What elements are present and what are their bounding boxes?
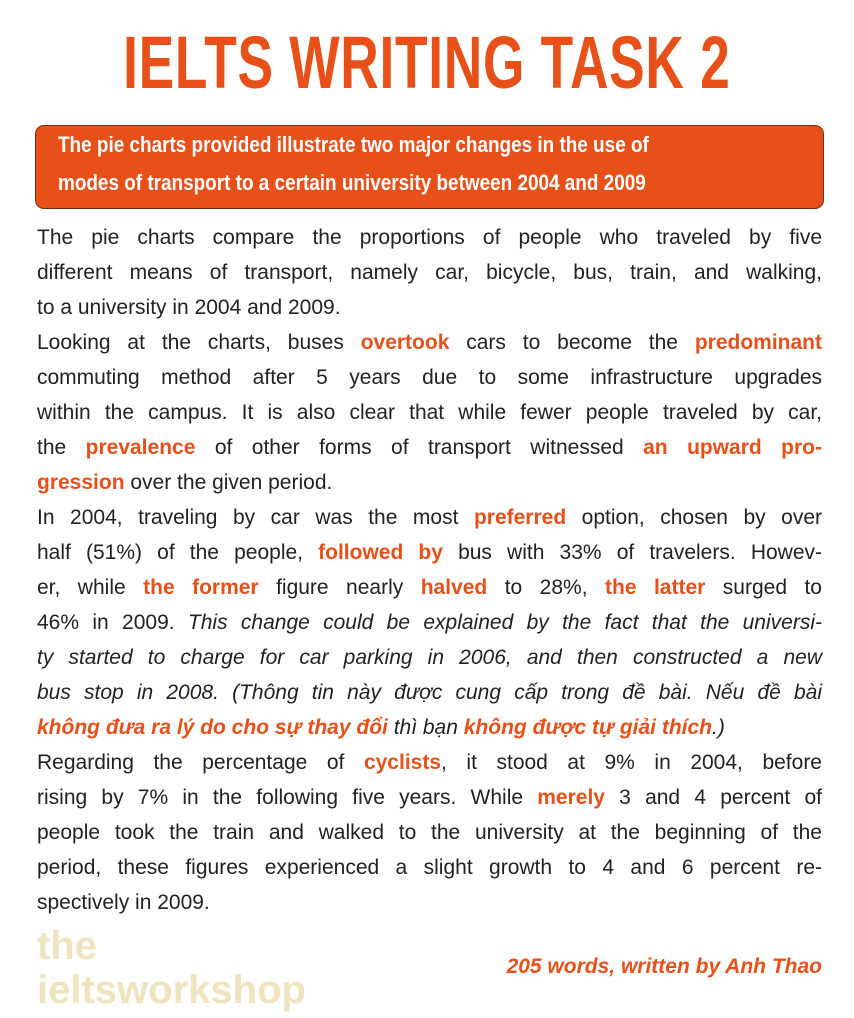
highlighted-phrase: preferred	[473, 506, 567, 529]
highlighted-phrase: gression	[37, 471, 125, 494]
highlighted-phrase: cyclists	[363, 751, 442, 774]
text-segment: half (51%) of the people,	[37, 541, 319, 564]
page-title	[0, 18, 854, 108]
text-segment: over the given period.	[124, 471, 333, 494]
word-count-author: 205 words, written by Anh Thao	[506, 955, 822, 978]
essay-line	[37, 360, 822, 395]
task-prompt-box	[35, 125, 824, 209]
text-segment: The pie charts compare the proportions of people who traveled by five	[37, 226, 822, 249]
essay-line	[37, 885, 822, 920]
text-segment: period, these figures experienced a slight growth to 4 and 6 percent re-	[37, 856, 822, 879]
highlighted-phrase: an upward pro-	[643, 436, 822, 459]
highlighted-phrase: the latter	[605, 576, 706, 599]
highlighted-phrase: the former	[143, 576, 259, 599]
essay-line	[37, 570, 822, 605]
text-segment: of other forms of transport witnessed	[195, 436, 644, 459]
essay-line	[37, 465, 822, 500]
text-segment: spectively in 2009.	[37, 891, 210, 914]
highlighted-phrase: predominant	[694, 331, 822, 354]
highlighted-phrase: followed by	[318, 541, 443, 564]
text-segment: 46% in 2009.	[37, 611, 188, 634]
prompt-line-2: modes of transport to a certain university between 2004 and 2009	[58, 170, 646, 195]
essay-line	[37, 290, 822, 325]
essay-line	[37, 850, 822, 885]
text-segment: within the campus. It is also clear that while fewer people traveled by car,	[37, 401, 822, 424]
essay-line	[37, 220, 822, 255]
italic-note: bus stop in 2008. (Thông tin này được cung cấp trong đề bài. Nếu đề bài	[37, 681, 822, 704]
text-segment: , it stood at 9% in 2004, before	[441, 751, 822, 774]
essay-line	[37, 745, 822, 780]
essay-line	[37, 605, 822, 640]
text-segment: people took the train and walked to the university at the beginning of the	[37, 821, 822, 844]
text-segment: surged to	[705, 576, 822, 599]
essay-line	[37, 500, 822, 535]
text-segment: Regarding the percentage of	[37, 751, 364, 774]
italic-note: thì bạn	[387, 716, 464, 739]
essay-line	[37, 535, 822, 570]
italic-note: This change could be explained by the fact that the universi-	[187, 611, 822, 634]
text-segment: 3 and 4 percent of	[604, 786, 822, 809]
italic-note: ty started to charge for car parking in 2006, and then constructed a new	[37, 646, 822, 669]
essay-line	[37, 640, 822, 675]
text-segment: option, chosen by over	[566, 506, 823, 529]
text-segment: er, while	[37, 576, 144, 599]
essay-body	[37, 220, 822, 920]
text-segment: cars to become the	[449, 331, 695, 354]
text-segment: Looking at the charts, buses	[37, 331, 361, 354]
essay-line	[37, 395, 822, 430]
text-segment: to 28%,	[487, 576, 606, 599]
essay-line	[37, 815, 822, 850]
text-segment: commuting method after 5 years due to some infrastructure upgrades	[37, 366, 822, 389]
highlighted-phrase: overtook	[360, 331, 450, 354]
text-segment: the	[37, 436, 86, 459]
text-segment: In 2004, traveling by car was the most	[37, 506, 474, 529]
essay-line	[37, 325, 822, 360]
text-segment: figure nearly	[258, 576, 421, 599]
text-segment: rising by 7% in the following five years. While	[37, 786, 538, 809]
essay-line	[37, 430, 822, 465]
essay-line	[37, 710, 822, 745]
highlighted-phrase: prevalence	[85, 436, 196, 459]
text-segment: different means of transport, namely car, bicycle, bus, train, and walking,	[37, 261, 822, 284]
highlighted-phrase: merely	[537, 786, 605, 809]
essay-line	[37, 675, 822, 710]
highlighted-phrase: không đưa ra lý do cho sự thay đổi	[37, 716, 388, 739]
title-text: IELTS WRITING TASK 2	[123, 21, 731, 104]
text-segment: to a university in 2004 and 2009.	[37, 296, 341, 319]
highlighted-phrase: không được tự giải thích	[463, 716, 712, 739]
watermark-logo: the ieltsworkshop	[37, 924, 306, 1012]
highlighted-phrase: halved	[420, 576, 488, 599]
essay-line	[37, 255, 822, 290]
text-segment: bus with 33% of travelers. Howev-	[442, 541, 823, 564]
italic-note: .)	[712, 716, 725, 739]
prompt-line-1: The pie charts provided illustrate two major changes in the use of	[58, 132, 649, 157]
essay-line	[37, 780, 822, 815]
